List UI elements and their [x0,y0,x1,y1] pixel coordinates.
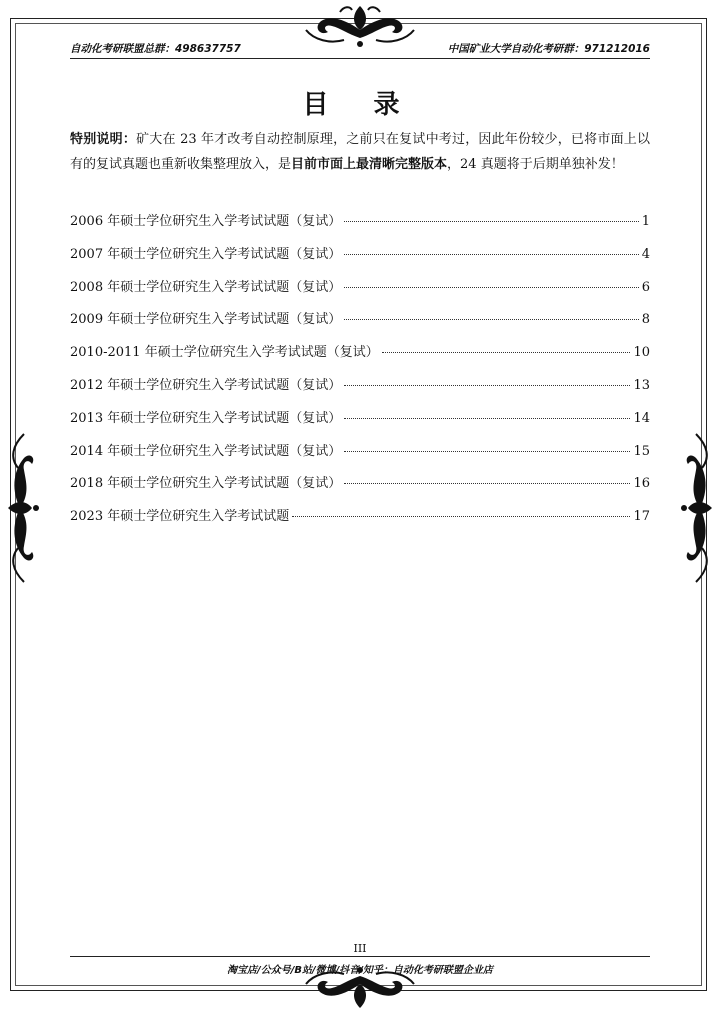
toc-leader [344,254,639,255]
header-left-text: 自动化考研联盟总群：498637757 [70,43,241,55]
toc-entry-title: 2023 年硕士学位研究生入学考试试题 [70,509,290,525]
toc-leader [292,516,630,517]
toc-entry-page: 14 [633,410,650,426]
toc-entry-page: 17 [633,509,650,525]
page-number: III [353,942,367,955]
page-title: 目 录 [302,90,418,120]
table-of-contents [70,210,650,538]
toc-leader [344,287,639,288]
toc-entry[interactable] [70,440,650,473]
toc-entry[interactable] [70,276,650,309]
toc-entry-page: 15 [633,443,650,459]
toc-entry[interactable] [70,308,650,341]
note-highlight: 目前市面上最清晰完整版本 [291,157,448,172]
running-footer: 淘宝店/公众号/B站/微博/抖音/知乎：自动化考研联盟企业店 [227,965,493,976]
toc-entry-title: 2010-2011 年硕士学位研究生入学考试试题（复试） [70,345,379,361]
toc-entry[interactable] [70,243,650,276]
toc-leader [344,451,630,452]
header-right-text: 中国矿业大学自动化考研群：971212016 [447,43,650,55]
toc-leader [344,418,630,419]
toc-entry-title: 2012 年硕士学位研究生入学考试试题（复试） [70,377,342,393]
note-text-before: 矿大在 23 年才改考自动控制原理，之前只在复试中考过，因此年份较少，已将市面上以有的复试真题也重新收集整理放入，是 [70,132,650,172]
toc-entry-page: 16 [633,476,650,492]
toc-leader [344,483,630,484]
toc-entry-title: 2014 年硕士学位研究生入学考试试题（复试） [70,443,342,459]
toc-entry[interactable] [70,374,650,407]
special-note [70,127,650,177]
toc-entry-title: 2006 年硕士学位研究生入学考试试题（复试） [70,214,342,229]
toc-entry[interactable] [70,505,650,538]
toc-entry[interactable] [70,341,650,374]
header-rule [70,58,650,59]
right-flourish-ornament [678,428,720,588]
toc-entry-page: 13 [633,377,650,393]
toc-entry[interactable] [70,472,650,505]
toc-entry-title: 2018 年硕士学位研究生入学考试试题（复试） [70,476,342,492]
note-label: 特别说明： [70,132,137,147]
toc-entry-page: 6 [641,279,650,295]
toc-entry[interactable] [70,407,650,440]
toc-entry-page: 10 [633,345,650,361]
footer-rule [70,956,650,957]
toc-leader [382,352,631,353]
toc-entry[interactable] [70,210,650,243]
toc-leader [344,385,630,386]
note-text-after: ，24 真题将于后期单独补发！ [447,157,624,172]
left-flourish-ornament [0,428,42,588]
toc-leader [344,221,639,222]
toc-entry-title: 2013 年硕士学位研究生入学考试试题（复试） [70,410,342,426]
toc-entry-title: 2008 年硕士学位研究生入学考试试题（复试） [70,279,342,295]
toc-entry-title: 2007 年硕士学位研究生入学考试试题（复试） [70,246,342,262]
running-header [70,41,650,57]
toc-entry-page: 1 [641,214,650,229]
toc-entry-page: 8 [641,312,650,328]
toc-leader [344,319,639,320]
toc-entry-title: 2009 年硕士学位研究生入学考试试题（复试） [70,312,342,328]
toc-entry-page: 4 [641,246,650,262]
